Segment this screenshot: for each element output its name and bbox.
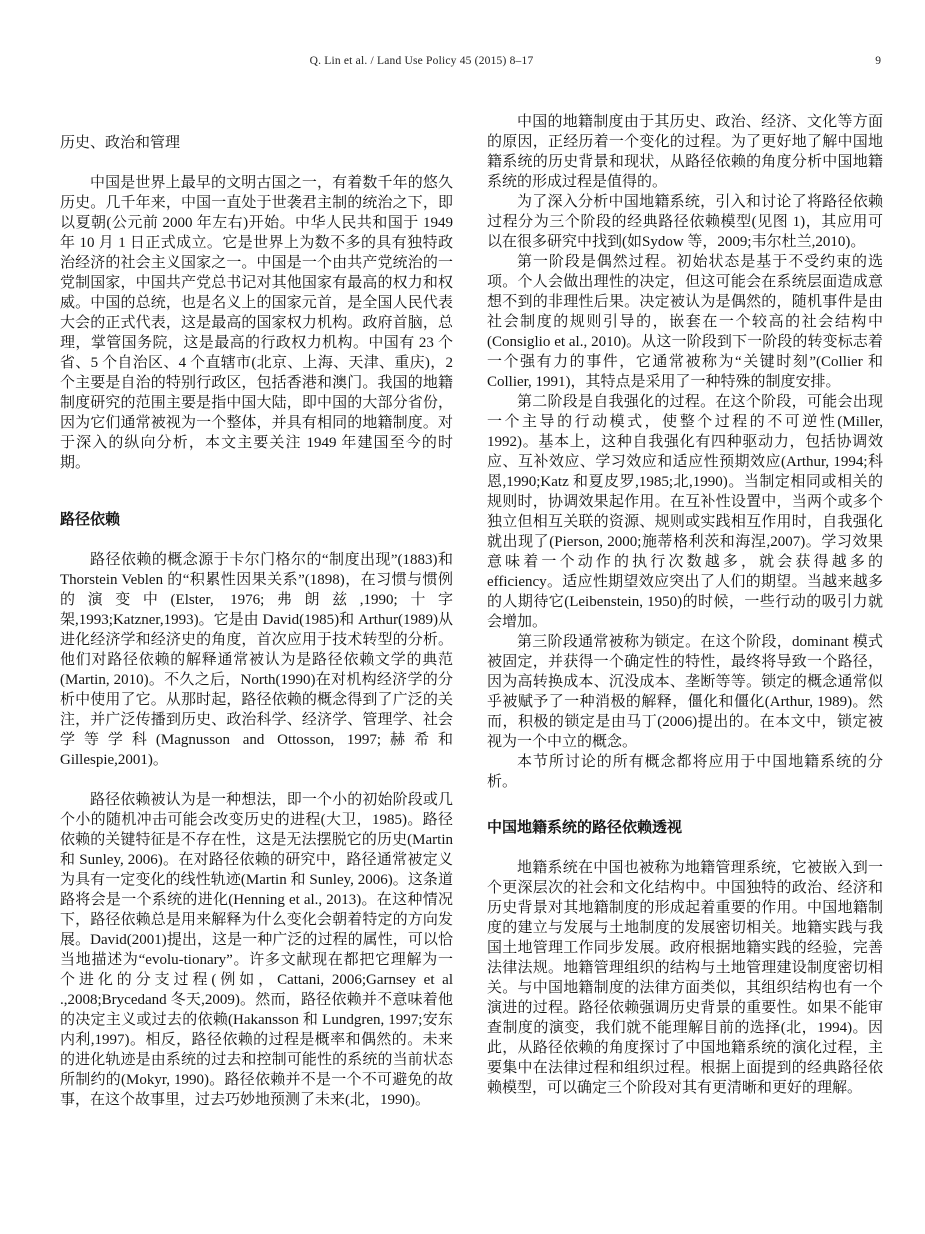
paragraph-path-dependence-origin: 路径依赖的概念源于卡尔门格尔的“制度出现”(1883)和 Thorstein Veblen 的“积累性因果关系”(1898)，在习惯与惯例的演变中(Elster, 1976;弗朗兹,1990;十字架,1993;Katzner,1993)。它是由 David(1985)和 Arthur(1989)从进化经济学和经济史的角度，首次应用于技术转型的分析。他们对路径依赖的解释通常被认为是路径依赖文学的典范(Martin, 2010)。不久之后，North(1990)在对机构经济学的分析中使用了它。从那时起，路径依赖的概念得到了广泛的关注，并广泛传播到历史、政治科学、经济学、管理学、社会学等学科(Magnusson and Ottosson, 1997;赫希和Gillespie,2001)。 <box>60 552 453 768</box>
paragraph-china-history-intro: 中国是世界上最早的文明古国之一，有着数千年的悠久历史。几千年来，中国一直处于世袭君主制的统治之下，即以夏朝(公元前 2000 年左右)开始。中华人民共和国于 1949 年 10 月 1 日正式成立。它是世界上为数不多的具有独特政治经济的社会主义国家之一。中国是一个由共产党统治的一党制国家，中国共产党总书记对其他国家有最高的权力和权威。中国的总统，也是名义上的国家元首，是全国人民代表大会的正式代表，这是最高的国家权力机构。政府首脑，总理，掌管国务院，这是最高的行政权力机构。中国有 23 个省、5 个自治区、4 个直辖市(北京、上海、天津、重庆)，2 个主要是自治的特别行政区，包括香港和澳门。我国的地籍制度研究的范围主要是指中国大陆，即中国的大部分省份，因为它们通常被视为一个整体，并具有相同的地籍制度。对于深入的纵向分析，本文主要关注 1949 年建国至今的时期。 <box>60 175 453 471</box>
right-column <box>487 112 883 1098</box>
paragraph-first-phase: 第一阶段是偶然过程。初始状态是基于不受约束的选项。个人会做出理性的决定，但这可能会在系统层面造成意想不到的非理性后果。决定被认为是偶然的，随机事件是由社会制度的规则引导的，嵌套在一个较高的社会结构中(Consiglio et al., 2010)。从这一阶段到下一阶段的转变标志着一个强有力的事件，它通常被称为“关键时刻”(Collier 和 Collier, 1991)，其特点是采用了一种特殊的制度安排。 <box>487 254 883 390</box>
paragraph-third-phase: 第三阶段通常被称为锁定。在这个阶段，dominant 模式被固定，并获得一个确定性的特性，最终将导致一个路径，因为高转换成本、沉没成本、垄断等等。锁定的概念通常似乎被赋予了一种消极的解释，僵化和僵化(Arthur, 1989)。然而，积极的锁定是由马丁(2006)提出的。在本文中，锁定被视为一个中立的概念。 <box>487 634 883 750</box>
paragraph-classic-model-intro: 为了深入分析中国地籍系统，引入和讨论了将路径依赖过程分为三个阶段的经典路径依赖模型(见图 1)，其应用可以在很多研究中找到(如Sydow 等，2009;韦尔杜兰,2010)。 <box>487 194 883 250</box>
section-heading-china-cadastral-path-dependence: 中国地籍系统的路径依赖透视 <box>487 820 683 836</box>
paragraph-concepts-application: 本节所讨论的所有概念都将应用于中国地籍系统的分析。 <box>487 754 883 790</box>
section-label-history-politics-management: 历史、政治和管理 <box>60 135 181 151</box>
paragraph-second-phase: 第二阶段是自我强化的过程。在这个阶段，可能会出现一个主导的行动模式，使整个过程的不可逆性(Miller, 1992)。基本上，这种自我强化有四种驱动力，包括协调效应、互补效应、学习效应和适应性预期效应(Arthur, 1994;科恩,1990;Katz 和夏皮罗,1985;北,1990)。当制定相同或相关的规则时，协调效果起作用。在互补性设置中，当两个或多个独立但相互关联的资源、规则或实践相互作用时，自我强化就出现了(Pierson, 2000;施蒂格利茨和海涅,2007)。学习效果意味着一个动作的执行次数越多，就会获得越多的 efficiency。适应性期望效应突出了人们的期望。当越来越多的人期待它(Leibenstein, 1950)的时候，一些行动的吸引力就会增加。 <box>487 394 883 630</box>
section-heading-path-dependence: 路径依赖 <box>60 512 121 528</box>
paragraph-cadastral-change-intro: 中国的地籍制度由于其历史、政治、经济、文化等方面的原因，正经历着一个变化的过程。为了更好地了解中国地籍系统的历史背景和现状，从路径依赖的角度分析中国地籍系统的形成过程是值得的。 <box>487 114 883 190</box>
page-number: 9 <box>875 55 881 67</box>
paragraph-path-dependence-definition: 路径依赖被认为是一种想法，即一个小的初始阶段或几个小的随机冲击可能会改变历史的进程(大卫，1985)。路径依赖的关键特征是不存在性，这是无法摆脱它的历史(Martin 和 Sunley, 2006)。在对路径依赖的研究中，路径通常被定义为具有一定变化的线性轨迹(Martin 和 Sunley, 2006)。这条道路将会是一个系统的进化(Henning et al., 2013)。在这种情况下，路径依赖总是用来解释为什么变化会朝着特定的方向发展。David(2001)提出，这是一种广泛的过程的属性，可以恰当地描述为“evolu-tionary”。许多文献现在都把它理解为一个进化的分支过程(例如，Cattani, 2006;Garnsey et al .,2008;Brycedand 冬天,2009)。然而，路径依赖并不意味着他的决定主义或过去的依赖(Hakansson 和 Lundgren, 1997;安东内利,1997)。相反，路径依赖的过程是概率和偶然的。未来的进化轨迹是由系统的过去和控制可能性的系统的当前状态所制约的(Mokyr, 1990)。路径依赖并不是一个不可避免的故事，在这个故事里，过去巧妙地预测了未来(北，1990)。 <box>60 792 453 1108</box>
left-column <box>60 133 453 1110</box>
paragraph-cadastral-system-overview: 地籍系统在中国也被称为地籍管理系统，它被嵌入到一个更深层次的社会和文化结构中。中国独特的政治、经济和历史背景对其地籍制度的形成起着重要的作用。中国地籍制度的建立与发展与土地制度的发展密切相关。地籍实践与我国土地管理工作同步发展。政府根据地籍实践的经验，完善法律法规。地籍管理组织的结构与土地管理建设制度密切相关。与中国地籍制度的法律方面类似，其组织结构也有一个演进的过程。路径依赖强调历史背景的重要性。如果不能审查制度的演变，我们就不能理解目前的选择(北，1994)。因此，从路径依赖的角度探讨了中国地籍系统的演化过程，主要集中在法律过程和组织过程。根据上面提到的经典路径依赖模型，可以确定三个阶段对其有更清晰和更好的理解。 <box>487 860 883 1096</box>
running-head: Q. Lin et al. / Land Use Policy 45 (2015) 8–17 <box>309 55 534 67</box>
